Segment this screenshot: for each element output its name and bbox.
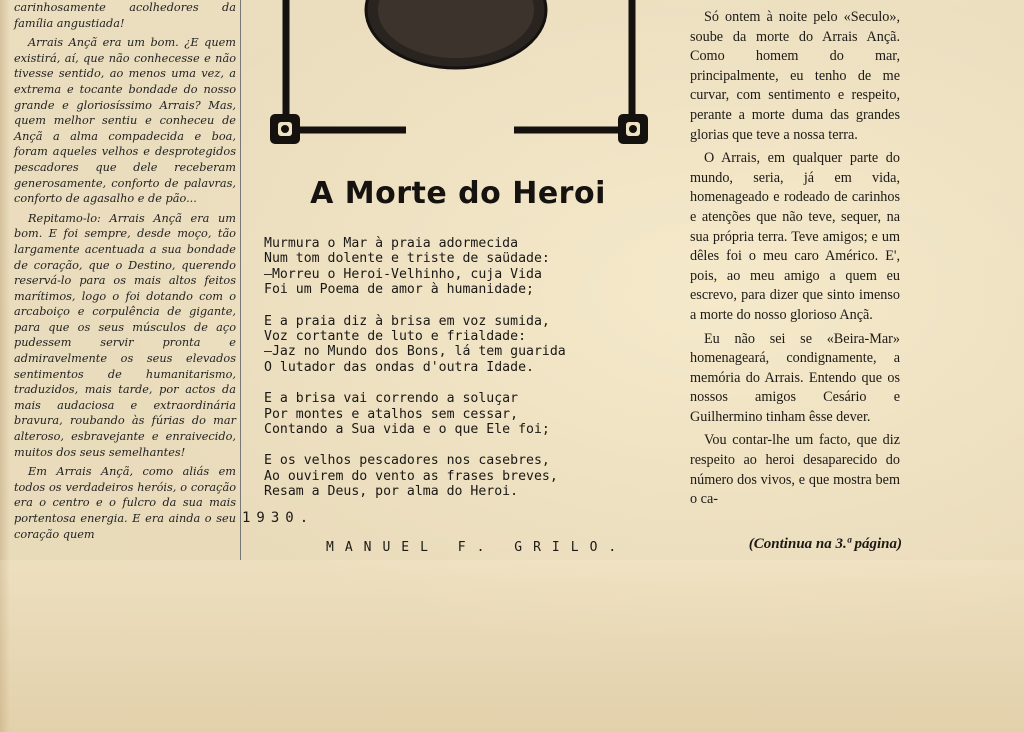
column-divider: [240, 0, 241, 560]
poem-line: Murmura o Mar à praia adormecida: [264, 236, 519, 251]
poem-title: A Morte do Heroi: [310, 176, 606, 211]
poem-line: E a praia diz à brisa em voz sumida,: [264, 313, 550, 329]
poem-author: MANUEL F. GRILO.: [326, 540, 628, 555]
poem-line: Resam a Deus, por alma do Heroi.: [264, 484, 519, 500]
right-paragraph: Eu não sei se «Beira-Mar» homenageará, condignamente, a memória do Arrais. Entendo que os nossos amigos Cesário e Guilhermino tinham êsse dever.: [690, 330, 900, 425]
left-paragraph: carinhosamente acolhedores da família angustiada!: [14, 1, 236, 30]
poem-line: Num tom dolente e triste de saüdade:: [264, 251, 550, 267]
poem-line: Contando a Sua vida e o que Ele foi;: [264, 422, 550, 438]
left-paragraph: Arrais Ançã era um bom. ¿E quem existirá, aí, que não conhecesse e não tivesse sentido, ao menos uma vez, a extrema e tocante bondade do nosso grande e gloriosíssimo Arrais? Mas, quem melhor sentiu e conheceu de Ançã a alma compadecida e boa, foram aqueles velhos e desprotegidos pescadores que dele receberam generosamente, conforto de palavras, conforto de agasalho e de pão...: [14, 36, 236, 206]
poem-year: 1930.: [242, 510, 315, 526]
portrait-frame-ornament: [258, 0, 658, 150]
poem-line: Por montes e atalhos sem cessar,: [264, 406, 519, 422]
poem-stanza: [264, 453, 684, 499]
left-column-text: [14, 0, 236, 546]
poem-line: Foi um Poema de amor à humanidade;: [264, 282, 534, 298]
continuation-note: (Continua na 3.ª página): [748, 536, 902, 552]
poem-stanza: [264, 314, 684, 376]
poem-line: O lutador das ondas d'outra Idade.: [264, 359, 534, 375]
poem-line: E a brisa vai correndo a soluçar: [264, 391, 519, 407]
poem-line: Voz cortante de luto e frialdade:: [264, 329, 527, 345]
left-paragraph: Em Arrais Ançã, como aliás em todos os verdadeiros heróis, o coração era o centro e o fulcro da sua mais portentosa energia. E era ainda o seu coração quem: [14, 465, 236, 541]
poem-line: —Jaz no Mundo dos Bons, lá tem guarida: [264, 344, 566, 360]
right-paragraph: Só ontem à noite pelo «Seculo», soube da morte do Arrais Ançã. Como homem do mar, principalmente, eu tenho de me curvar, com sentimento e respeito, perante a morte duma das grandes glorias que teve a nossa terra.: [690, 9, 900, 143]
right-paragraph: O Arrais, em qualquer parte do mundo, seria, já em vida, homenageado e rodeado de carinhos e atenções que não teve, sequer, na sua própria terra. Teve amigos; e um dêles foi o meu caro Américo. E', pois, ao meu amigo a quem eu escrevo, para dizer que sinto imenso a morte do nosso glorioso Ançã.: [690, 150, 900, 323]
poem-stanza: [264, 236, 684, 298]
left-paragraph: Repitamo-lo: Arrais Ançã era um bom. E foi sempre, desde moço, tão largamente acentuada a sua bondade de coração, que o Destino, querendo reservá-lo para os mais altos feitos marítimos, logo o foi dotando com o arcaboiço e corpulência de gigante, para que os seus músculos de aço pudessem servir pronta e admiravelmente os seus elevados sentimentos de humanitarismo, traduzidos, mais tarde, por actos da mais audaciosa e extraordinária bravura, roubando às fúrias do mar alteroso, esbravejante e enraivecido, muitos dos seus semelhantes!: [14, 211, 236, 459]
poem-stanza: [264, 391, 684, 437]
poem-line: Ao ouvirem do vento as frases breves,: [264, 468, 558, 484]
right-column-text: [690, 8, 900, 514]
poem-line: E os velhos pescadores nos casebres,: [264, 453, 550, 469]
poem-line: —Morreu o Heroi-Velhinho, cuja Vida: [264, 266, 542, 282]
poem-body: [264, 236, 684, 516]
paper-stain: [0, 560, 1024, 732]
right-paragraph: Vou contar-lhe um facto, que diz respeito ao heroi desaparecido do número dos vivos, e que mostra bem o ca-: [690, 432, 900, 508]
